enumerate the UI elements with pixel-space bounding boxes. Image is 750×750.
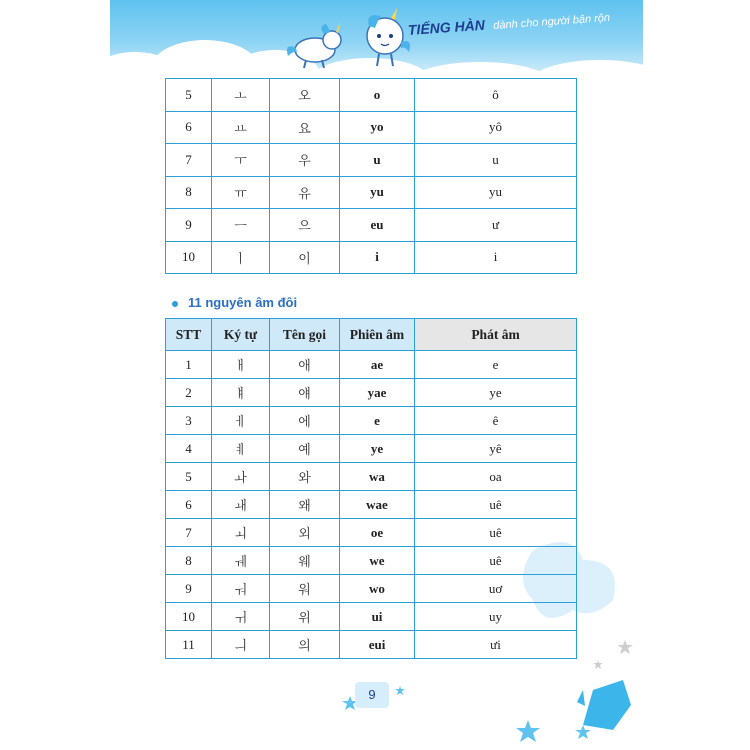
cell-stt: 9 xyxy=(166,209,212,242)
cell-name: 왜 xyxy=(270,491,340,519)
table-row xyxy=(166,176,577,209)
cell-stt: 8 xyxy=(166,176,212,209)
cell-romanization: oe xyxy=(340,519,415,547)
cell-stt: 1 xyxy=(166,351,212,379)
cell-romanization: yae xyxy=(340,379,415,407)
double-vowel-table-body xyxy=(166,351,577,659)
cell-name: 유 xyxy=(270,176,340,209)
cell-pronunciation: yô xyxy=(415,111,577,144)
cell-jamo: ㅢ xyxy=(212,631,270,659)
cell-name: 에 xyxy=(270,407,340,435)
book-title-main: TIẾNG HÀN xyxy=(407,16,486,38)
cell-name: 의 xyxy=(270,631,340,659)
cell-romanization: we xyxy=(340,547,415,575)
cell-jamo: ㅟ xyxy=(212,603,270,631)
table-row xyxy=(166,603,577,631)
cell-stt: 5 xyxy=(166,463,212,491)
cell-jamo: ㅚ xyxy=(212,519,270,547)
cell-jamo: ㅔ xyxy=(212,407,270,435)
cell-name: 웨 xyxy=(270,547,340,575)
cell-name: 우 xyxy=(270,144,340,177)
cell-name: 이 xyxy=(270,241,340,274)
cell-stt: 6 xyxy=(166,491,212,519)
cell-jamo: ㅛ xyxy=(212,111,270,144)
unicorn-mascot-icon xyxy=(355,8,415,70)
cell-name: 애 xyxy=(270,351,340,379)
cell-jamo: ㅒ xyxy=(212,379,270,407)
cell-stt: 8 xyxy=(166,547,212,575)
table-row xyxy=(166,79,577,112)
cell-stt: 7 xyxy=(166,144,212,177)
cell-jamo: ㅘ xyxy=(212,463,270,491)
table-row xyxy=(166,491,577,519)
cell-stt: 10 xyxy=(166,603,212,631)
cell-romanization: ye xyxy=(340,435,415,463)
section-heading xyxy=(172,295,297,310)
cell-pronunciation: uơ xyxy=(415,575,577,603)
cell-romanization: o xyxy=(340,79,415,112)
cell-pronunciation: uê xyxy=(415,491,577,519)
cell-romanization: wa xyxy=(340,463,415,491)
cell-stt: 4 xyxy=(166,435,212,463)
cell-pronunciation: e xyxy=(415,351,577,379)
table-row xyxy=(166,351,577,379)
cell-name: 예 xyxy=(270,435,340,463)
table-row xyxy=(166,435,577,463)
cell-jamo: ㅜ xyxy=(212,144,270,177)
table-row xyxy=(166,631,577,659)
cell-romanization: yu xyxy=(340,176,415,209)
header-jamo: Ký tự xyxy=(212,319,270,351)
table-row xyxy=(166,407,577,435)
cell-romanization: ui xyxy=(340,603,415,631)
cell-pronunciation: yê xyxy=(415,435,577,463)
book-title-sub: dành cho người bận rộn xyxy=(492,11,611,33)
cell-stt: 3 xyxy=(166,407,212,435)
header-pronunciation: Phát âm xyxy=(415,319,577,351)
cell-name: 요 xyxy=(270,111,340,144)
single-vowel-table-body xyxy=(166,79,577,274)
cell-pronunciation: ư xyxy=(415,209,577,242)
cell-stt: 10 xyxy=(166,241,212,274)
cell-romanization: i xyxy=(340,241,415,274)
cell-romanization: u xyxy=(340,144,415,177)
cell-name: 위 xyxy=(270,603,340,631)
cell-stt: 2 xyxy=(166,379,212,407)
page-number: 9 xyxy=(355,682,389,708)
cell-jamo: ㅞ xyxy=(212,547,270,575)
cell-jamo: ㅙ xyxy=(212,491,270,519)
table-row xyxy=(166,379,577,407)
table-header-row xyxy=(166,319,577,351)
table-row xyxy=(166,463,577,491)
cell-pronunciation: uy xyxy=(415,603,577,631)
cell-pronunciation: yu xyxy=(415,176,577,209)
bullet-icon xyxy=(172,301,178,307)
cell-name: 오 xyxy=(270,79,340,112)
section-heading-text: 11 nguyên âm đôi xyxy=(188,295,298,310)
table-row xyxy=(166,111,577,144)
cell-pronunciation: ye xyxy=(415,379,577,407)
cell-romanization: wae xyxy=(340,491,415,519)
cell-romanization: ae xyxy=(340,351,415,379)
cell-jamo: ㅡ xyxy=(212,209,270,242)
header-name: Tên gọi xyxy=(270,319,340,351)
cell-jamo: ㅝ xyxy=(212,575,270,603)
header-stt: STT xyxy=(166,319,212,351)
cell-name: 외 xyxy=(270,519,340,547)
cell-pronunciation: uê xyxy=(415,519,577,547)
table-row xyxy=(166,575,577,603)
header-romanization: Phiên âm xyxy=(340,319,415,351)
cell-pronunciation: i xyxy=(415,241,577,274)
table-row xyxy=(166,241,577,274)
cell-jamo: ㅖ xyxy=(212,435,270,463)
cell-romanization: eu xyxy=(340,209,415,242)
cell-pronunciation: uê xyxy=(415,547,577,575)
cell-pronunciation: ê xyxy=(415,407,577,435)
cell-jamo: ㅠ xyxy=(212,176,270,209)
cell-jamo: ㅗ xyxy=(212,79,270,112)
cell-name: 와 xyxy=(270,463,340,491)
table-row xyxy=(166,519,577,547)
cell-pronunciation: oa xyxy=(415,463,577,491)
cell-pronunciation: ô xyxy=(415,79,577,112)
cell-romanization: wo xyxy=(340,575,415,603)
table-row xyxy=(166,209,577,242)
cell-stt: 5 xyxy=(166,79,212,112)
table-row xyxy=(166,144,577,177)
cell-pronunciation: ưi xyxy=(415,631,577,659)
cell-romanization: yo xyxy=(340,111,415,144)
unicorn-mascot-icon xyxy=(280,20,350,70)
cell-romanization: e xyxy=(340,407,415,435)
cell-name: 워 xyxy=(270,575,340,603)
double-vowel-table xyxy=(165,318,577,659)
cell-name: 으 xyxy=(270,209,340,242)
cell-stt: 9 xyxy=(166,575,212,603)
cell-romanization: eui xyxy=(340,631,415,659)
cell-stt: 7 xyxy=(166,519,212,547)
cell-jamo: ㅣ xyxy=(212,241,270,274)
cell-jamo: ㅐ xyxy=(212,351,270,379)
cell-stt: 6 xyxy=(166,111,212,144)
single-vowel-table xyxy=(165,78,577,274)
cell-name: 얘 xyxy=(270,379,340,407)
cell-pronunciation: u xyxy=(415,144,577,177)
cell-stt: 11 xyxy=(166,631,212,659)
table-row xyxy=(166,547,577,575)
